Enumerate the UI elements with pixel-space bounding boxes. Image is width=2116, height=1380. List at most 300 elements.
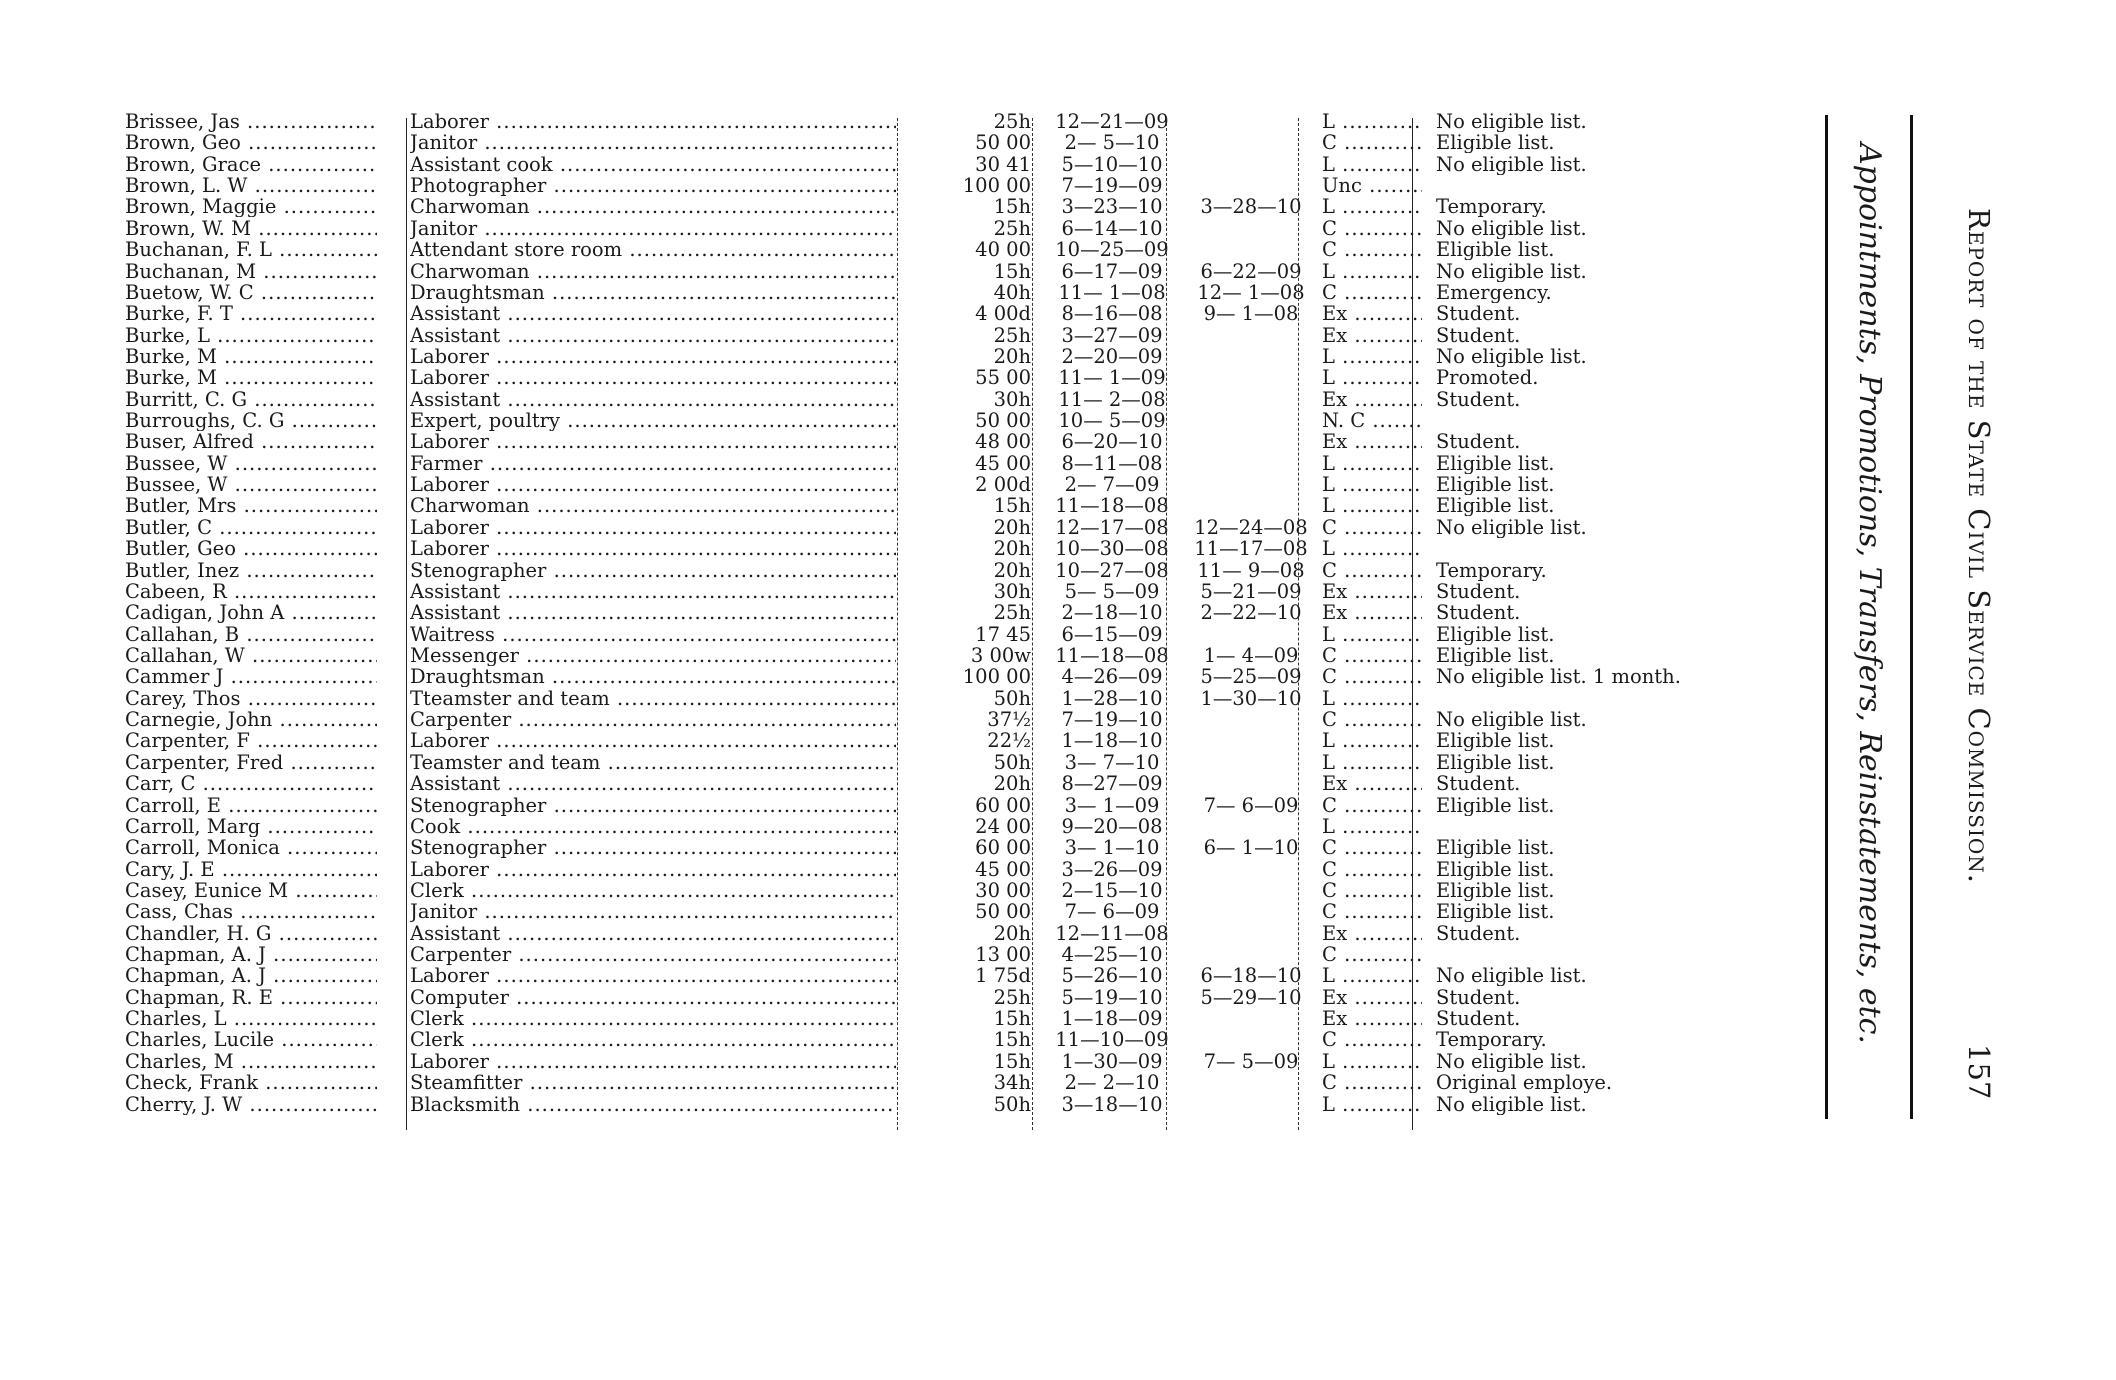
service-class: L ..... [1322, 367, 1422, 388]
column-divider [1166, 118, 1167, 1130]
person-name: Buetow, W. C ..... [125, 282, 377, 303]
position-title: Attendant store room ..... [410, 239, 896, 260]
person-name: Callahan, W ..... [125, 645, 377, 666]
remarks-text: Student. [1436, 602, 1521, 624]
salary-value: 20h [993, 773, 1031, 795]
termination-date: 6—18—10 [1200, 965, 1302, 987]
salary-value: 50 00 [975, 901, 1031, 923]
appointment-date: 10—30—08 [1055, 538, 1169, 560]
appointment-date: 2—15—10 [1061, 879, 1163, 901]
remarks-text: No eligible list. [1436, 217, 1587, 239]
position-title: Laborer ..... [410, 474, 896, 495]
appointment-date: 6—17—09 [1061, 260, 1163, 282]
appointment-date: 3—26—09 [1061, 858, 1163, 880]
salary-value: 60 00 [975, 794, 1031, 816]
position-title: Carpenter ..... [410, 944, 896, 965]
person-name: Chapman, R. E ..... [125, 987, 377, 1008]
position-title: Stenographer ..... [410, 837, 896, 858]
service-class: L ..... [1322, 1051, 1422, 1072]
remarks-text: No eligible list. [1436, 965, 1587, 987]
remarks-text: Student. [1436, 431, 1521, 453]
termination-date: 7— 5—09 [1203, 1050, 1299, 1072]
service-class: L ..... [1322, 1094, 1422, 1115]
remarks-text: Temporary. [1436, 196, 1547, 218]
remarks-text: No eligible list. [1436, 516, 1587, 538]
appointment-date: 3— 1—09 [1064, 794, 1160, 816]
appointment-date: 1—18—10 [1061, 730, 1163, 752]
position-title: Laborer ..... [410, 538, 896, 559]
service-class: Ex ..... [1322, 1008, 1422, 1029]
service-class: Ex ..... [1322, 389, 1422, 410]
salary-value: 3 00w [970, 645, 1031, 666]
salary-value: 4 00d [975, 303, 1031, 325]
position-title: Janitor ..... [410, 218, 896, 239]
salary-value: 24 00 [975, 815, 1031, 837]
position-title: Steamfitter ..... [410, 1072, 896, 1093]
position-title: Charwoman ..... [410, 495, 896, 516]
position-title: Tteamster and team ..... [410, 688, 896, 709]
service-class: L ..... [1322, 474, 1422, 495]
position-title: Janitor ..... [410, 132, 896, 153]
service-class: C ..... [1322, 859, 1422, 880]
salary-value: 50h [993, 687, 1031, 709]
service-class: L ..... [1322, 495, 1422, 516]
appointment-date: 10—25—09 [1055, 239, 1169, 261]
appointment-date: 7—19—10 [1061, 709, 1163, 731]
person-name: Burke, L ..... [125, 325, 377, 346]
position-title: Assistant ..... [410, 389, 896, 410]
remarks-text: No eligible list. 1 month. [1436, 666, 1681, 688]
salary-value: 40h [993, 281, 1031, 303]
person-name: Check, Frank ..... [125, 1072, 377, 1093]
column-divider [1298, 118, 1299, 1130]
service-class: C ..... [1322, 944, 1422, 965]
service-class: C ..... [1322, 560, 1422, 581]
remarks-text: Emergency. [1436, 281, 1552, 303]
remarks-text: Student. [1436, 580, 1521, 602]
service-class: C ..... [1322, 795, 1422, 816]
service-class: L ..... [1322, 624, 1422, 645]
position-title: Computer ..... [410, 987, 896, 1008]
salary-value: 15h [993, 1029, 1031, 1051]
person-name: Cass, Chas ..... [125, 901, 377, 922]
service-class: C ..... [1322, 282, 1422, 303]
appointment-date: 5—10—10 [1061, 153, 1163, 175]
remarks-text: No eligible list. [1436, 1050, 1587, 1072]
appointment-date: 3—18—10 [1061, 1093, 1163, 1115]
service-class: C ..... [1322, 880, 1422, 901]
person-name: Buchanan, M ..... [125, 261, 377, 282]
person-name: Burke, M ..... [125, 346, 377, 367]
appointment-date: 11—18—08 [1055, 495, 1169, 517]
salary-value: 20h [993, 922, 1031, 944]
position-title: Charwoman ..... [410, 261, 896, 282]
remarks-text: No eligible list. [1436, 111, 1587, 132]
person-name: Bussee, W ..... [125, 474, 377, 495]
remarks-text: Eligible list. [1436, 794, 1555, 816]
service-class: Ex ..... [1322, 987, 1422, 1008]
salary-value: 17 45 [975, 623, 1031, 645]
position-title: Assistant cook ..... [410, 154, 896, 175]
position-title: Stenographer ..... [410, 560, 896, 581]
person-name: Carnegie, John ..... [125, 709, 377, 730]
remarks-text: Student. [1436, 922, 1521, 944]
service-class: C ..... [1322, 645, 1422, 666]
position-title: Janitor ..... [410, 901, 896, 922]
remarks-text: Eligible list. [1436, 132, 1555, 154]
running-title: Report of the State Civil Service Commission. [1962, 208, 1996, 884]
service-class: Unc ..... [1322, 175, 1422, 196]
position-title: Assistant ..... [410, 581, 896, 602]
position-title: Laborer ..... [410, 517, 896, 538]
person-name: Bussee, W ..... [125, 453, 377, 474]
remarks-text: Temporary. [1436, 559, 1547, 581]
appointment-date: 2— 7—09 [1064, 474, 1160, 496]
remarks-text: Eligible list. [1436, 474, 1555, 496]
salary-value: 15h [993, 1008, 1031, 1030]
remarks-text: Student. [1436, 324, 1521, 346]
service-class: Ex ..... [1322, 581, 1422, 602]
appointment-date: 5—26—10 [1061, 965, 1163, 987]
position-title: Laborer ..... [410, 730, 896, 751]
termination-date: 12—24—08 [1194, 516, 1308, 538]
remarks-text: Eligible list. [1436, 837, 1555, 859]
appointment-date: 12—21—09 [1055, 111, 1169, 132]
salary-value: 20h [993, 538, 1031, 560]
page-number: 157 [1962, 1044, 1996, 1100]
position-title: Laborer ..... [410, 965, 896, 986]
salary-value: 20h [993, 559, 1031, 581]
person-name: Casey, Eunice M ..... [125, 880, 377, 901]
salary-value: 100 00 [962, 666, 1031, 688]
salary-value: 37½ [987, 709, 1031, 731]
salary-value: 20h [993, 516, 1031, 538]
service-class: L ..... [1322, 965, 1422, 986]
termination-date: 5—21—09 [1200, 580, 1302, 602]
salary-value: 50h [993, 751, 1031, 773]
salary-value: 100 00 [962, 175, 1031, 197]
remarks-text: Student. [1436, 986, 1521, 1008]
salary-value: 15h [993, 495, 1031, 517]
person-name: Charles, L ..... [125, 1008, 377, 1029]
person-name: Burritt, C. G ..... [125, 389, 377, 410]
service-class: C ..... [1322, 132, 1422, 153]
position-title: Carpenter ..... [410, 709, 896, 730]
termination-date: 12— 1—08 [1197, 281, 1305, 303]
salary-value: 2 00d [975, 474, 1031, 496]
position-title: Laborer ..... [410, 431, 896, 452]
person-name: Brown, W. M ..... [125, 218, 377, 239]
appointment-date: 6—20—10 [1061, 431, 1163, 453]
position-title: Expert, poultry ..... [410, 410, 896, 431]
person-name: Carr, C ..... [125, 773, 377, 794]
running-subtitle: Appointments, Promotions, Transfers, Reinstatements, etc. [1852, 143, 1887, 1044]
appointment-date: 7—19—09 [1061, 175, 1163, 197]
service-class: C ..... [1322, 517, 1422, 538]
appointment-date: 2—20—09 [1061, 345, 1163, 367]
appointment-date: 11— 2—08 [1058, 388, 1166, 410]
remarks-text: Eligible list. [1436, 901, 1555, 923]
salary-value: 30 41 [975, 153, 1031, 175]
person-name: Callahan, B ..... [125, 624, 377, 645]
remarks-text: Student. [1436, 303, 1521, 325]
service-class: L ..... [1322, 154, 1422, 175]
remarks-text: Original employe. [1436, 1072, 1613, 1094]
person-name: Carey, Thos ..... [125, 688, 377, 709]
position-title: Laborer ..... [410, 346, 896, 367]
appointment-date: 4—26—09 [1061, 666, 1163, 688]
position-title: Laborer ..... [410, 859, 896, 880]
remarks-text: No eligible list. [1436, 1093, 1587, 1115]
termination-date: 6—22—09 [1200, 260, 1302, 282]
person-name: Cherry, J. W ..... [125, 1094, 377, 1115]
column-divider [1032, 118, 1033, 1130]
salary-value: 50h [993, 1093, 1031, 1115]
person-name: Butler, C ..... [125, 517, 377, 538]
appointment-date: 12—11—08 [1055, 922, 1169, 944]
position-title: Clerk ..... [410, 1008, 896, 1029]
position-title: Assistant ..... [410, 325, 896, 346]
person-name: Buchanan, F. L ..... [125, 239, 377, 260]
position-title: Photographer ..... [410, 175, 896, 196]
salary-value: 34h [993, 1072, 1031, 1094]
salary-value: 55 00 [975, 367, 1031, 389]
person-name: Butler, Geo ..... [125, 538, 377, 559]
appointment-date: 12—17—08 [1055, 516, 1169, 538]
position-title: Assistant ..... [410, 303, 896, 324]
appointment-date: 3—27—09 [1061, 324, 1163, 346]
remarks-text: No eligible list. [1436, 153, 1587, 175]
position-title: Clerk ..... [410, 880, 896, 901]
service-class: Ex ..... [1322, 602, 1422, 623]
service-class: Ex ..... [1322, 325, 1422, 346]
salary-value: 25h [993, 217, 1031, 239]
salary-value: 30 00 [975, 879, 1031, 901]
position-title: Assistant ..... [410, 602, 896, 623]
service-class: Ex ..... [1322, 773, 1422, 794]
person-name: Carroll, E ..... [125, 795, 377, 816]
position-title: Stenographer ..... [410, 795, 896, 816]
service-class: L ..... [1322, 453, 1422, 474]
termination-date: 6— 1—10 [1203, 837, 1299, 859]
position-title: Laborer ..... [410, 367, 896, 388]
remarks-text: Eligible list. [1436, 495, 1555, 517]
appointment-date: 11—10—09 [1055, 1029, 1169, 1051]
service-class: C ..... [1322, 1072, 1422, 1093]
salary-value: 45 00 [975, 452, 1031, 474]
termination-date: 11—17—08 [1194, 538, 1308, 560]
remarks-text: Eligible list. [1436, 751, 1555, 773]
column-divider [897, 118, 898, 1130]
person-name: Brown, Geo ..... [125, 132, 377, 153]
remarks-text: Eligible list. [1436, 858, 1555, 880]
remarks-text: Eligible list. [1436, 239, 1555, 261]
person-name: Cabeen, R ..... [125, 581, 377, 602]
service-class: L ..... [1322, 752, 1422, 773]
appointment-date: 1—30—09 [1061, 1050, 1163, 1072]
salary-value: 25h [993, 602, 1031, 624]
person-name: Chapman, A. J ..... [125, 965, 377, 986]
person-name: Brown, Maggie ..... [125, 196, 377, 217]
appointment-date: 3— 1—10 [1064, 837, 1160, 859]
service-class: L ..... [1322, 538, 1422, 559]
position-title: Draughtsman ..... [410, 666, 896, 687]
appointment-date: 3— 7—10 [1064, 751, 1160, 773]
remarks-text: Eligible list. [1436, 452, 1555, 474]
salary-value: 25h [993, 111, 1031, 132]
termination-date: 11— 9—08 [1197, 559, 1305, 581]
position-title: Clerk ..... [410, 1029, 896, 1050]
position-title: Laborer ..... [410, 111, 896, 132]
salary-value: 30h [993, 388, 1031, 410]
remarks-text: Eligible list. [1436, 645, 1555, 666]
position-title: Charwoman ..... [410, 196, 896, 217]
appointment-date: 11— 1—08 [1058, 281, 1166, 303]
person-name: Carroll, Monica ..... [125, 837, 377, 858]
termination-date: 5—29—10 [1200, 986, 1302, 1008]
person-name: Cary, J. E ..... [125, 859, 377, 880]
person-name: Cammer J ..... [125, 666, 377, 687]
salary-value: 25h [993, 986, 1031, 1008]
salary-value: 15h [993, 260, 1031, 282]
person-name: Burke, F. T ..... [125, 303, 377, 324]
service-class: C ..... [1322, 709, 1422, 730]
remarks-text: Temporary. [1436, 1029, 1547, 1051]
margin-rule [1910, 115, 1913, 1119]
salary-value: 50 00 [975, 410, 1031, 432]
position-title: Cook ..... [410, 816, 896, 837]
person-name: Charles, Lucile ..... [125, 1029, 377, 1050]
person-name: Carroll, Marg ..... [125, 816, 377, 837]
person-name: Butler, Inez ..... [125, 560, 377, 581]
position-title: Farmer ..... [410, 453, 896, 474]
service-class: C ..... [1322, 1029, 1422, 1050]
appointment-date: 7— 6—09 [1064, 901, 1160, 923]
position-title: Assistant ..... [410, 773, 896, 794]
appointment-date: 1—18—09 [1061, 1008, 1163, 1030]
service-class: L ..... [1322, 261, 1422, 282]
person-name: Chandler, H. G ..... [125, 923, 377, 944]
remarks-text: Student. [1436, 1008, 1521, 1030]
position-title: Blacksmith ..... [410, 1094, 896, 1115]
service-class: L ..... [1322, 688, 1422, 709]
service-class: L ..... [1322, 730, 1422, 751]
salary-value: 22½ [987, 730, 1031, 752]
service-class: L ..... [1322, 816, 1422, 837]
appointment-date: 5— 5—09 [1064, 580, 1160, 602]
remarks-text: No eligible list. [1436, 709, 1587, 731]
termination-date: 2—22—10 [1200, 602, 1302, 624]
appointment-date: 5—19—10 [1061, 986, 1163, 1008]
termination-date: 1— 4—09 [1203, 645, 1299, 666]
salary-value: 45 00 [975, 858, 1031, 880]
appointment-date: 8—27—09 [1061, 773, 1163, 795]
termination-date: 9— 1—08 [1203, 303, 1299, 325]
service-class: C ..... [1322, 837, 1422, 858]
appointment-date: 10—27—08 [1055, 559, 1169, 581]
appointment-date: 1—28—10 [1061, 687, 1163, 709]
salary-value: 15h [993, 196, 1031, 218]
salary-value: 1 75d [975, 965, 1031, 987]
person-name: Carpenter, Fred ..... [125, 752, 377, 773]
service-class: L ..... [1322, 196, 1422, 217]
termination-date: 7— 6—09 [1203, 794, 1299, 816]
remarks-text: Eligible list. [1436, 879, 1555, 901]
position-title: Messenger ..... [410, 645, 896, 666]
appointment-date: 6—15—09 [1061, 623, 1163, 645]
salary-value: 13 00 [975, 944, 1031, 966]
salary-value: 48 00 [975, 431, 1031, 453]
position-title: Draughtsman ..... [410, 282, 896, 303]
person-name: Brissee, Jas ..... [125, 111, 377, 132]
salary-value: 25h [993, 324, 1031, 346]
service-class: Ex ..... [1322, 303, 1422, 324]
appointment-date: 8—16—08 [1061, 303, 1163, 325]
termination-date: 3—28—10 [1200, 196, 1302, 218]
appointment-date: 10— 5—09 [1058, 410, 1166, 432]
service-class: Ex ..... [1322, 923, 1422, 944]
appointment-date: 2—18—10 [1061, 602, 1163, 624]
person-name: Brown, L. W ..... [125, 175, 377, 196]
appointment-date: 8—11—08 [1061, 452, 1163, 474]
termination-date: 5—25—09 [1200, 666, 1302, 688]
person-name: Butler, Mrs ..... [125, 495, 377, 516]
appointment-date: 2— 5—10 [1064, 132, 1160, 154]
remarks-text: Eligible list. [1436, 623, 1555, 645]
person-name: Burke, M ..... [125, 367, 377, 388]
appointment-date: 9—20—08 [1061, 815, 1163, 837]
margin-rule [1825, 115, 1828, 1119]
service-class: L ..... [1322, 346, 1422, 367]
position-title: Waitress ..... [410, 624, 896, 645]
person-name: Charles, M ..... [125, 1051, 377, 1072]
remarks-text: Eligible list. [1436, 730, 1555, 752]
appointment-date: 4—25—10 [1061, 944, 1163, 966]
salary-value: 15h [993, 1050, 1031, 1072]
termination-date: 1—30—10 [1200, 687, 1302, 709]
remarks-text: No eligible list. [1436, 345, 1587, 367]
service-class: C ..... [1322, 666, 1422, 687]
service-class: N. C ..... [1322, 410, 1422, 431]
appointment-date: 11—18—08 [1055, 645, 1169, 666]
appointment-date: 2— 2—10 [1064, 1072, 1160, 1094]
service-class: C ..... [1322, 218, 1422, 239]
remarks-text: Student. [1436, 388, 1521, 410]
service-class: L ..... [1322, 111, 1422, 132]
service-class: C ..... [1322, 239, 1422, 260]
column-divider [1412, 118, 1413, 1130]
appointment-date: 11— 1—09 [1058, 367, 1166, 389]
remarks-text: No eligible list. [1436, 260, 1587, 282]
salary-value: 20h [993, 345, 1031, 367]
person-name: Burroughs, C. G ..... [125, 410, 377, 431]
appointment-date: 3—23—10 [1061, 196, 1163, 218]
appointment-date: 6—14—10 [1061, 217, 1163, 239]
position-title: Laborer ..... [410, 1051, 896, 1072]
column-divider [406, 118, 407, 1130]
service-class: C ..... [1322, 901, 1422, 922]
remarks-text: Promoted. [1436, 367, 1539, 389]
position-title: Teamster and team ..... [410, 752, 896, 773]
person-name: Chapman, A. J ..... [125, 944, 377, 965]
service-class: Ex ..... [1322, 431, 1422, 452]
person-name: Cadigan, John A ..... [125, 602, 377, 623]
salary-value: 30h [993, 580, 1031, 602]
salary-value: 50 00 [975, 132, 1031, 154]
position-title: Assistant ..... [410, 923, 896, 944]
remarks-text: Student. [1436, 773, 1521, 795]
salary-value: 60 00 [975, 837, 1031, 859]
